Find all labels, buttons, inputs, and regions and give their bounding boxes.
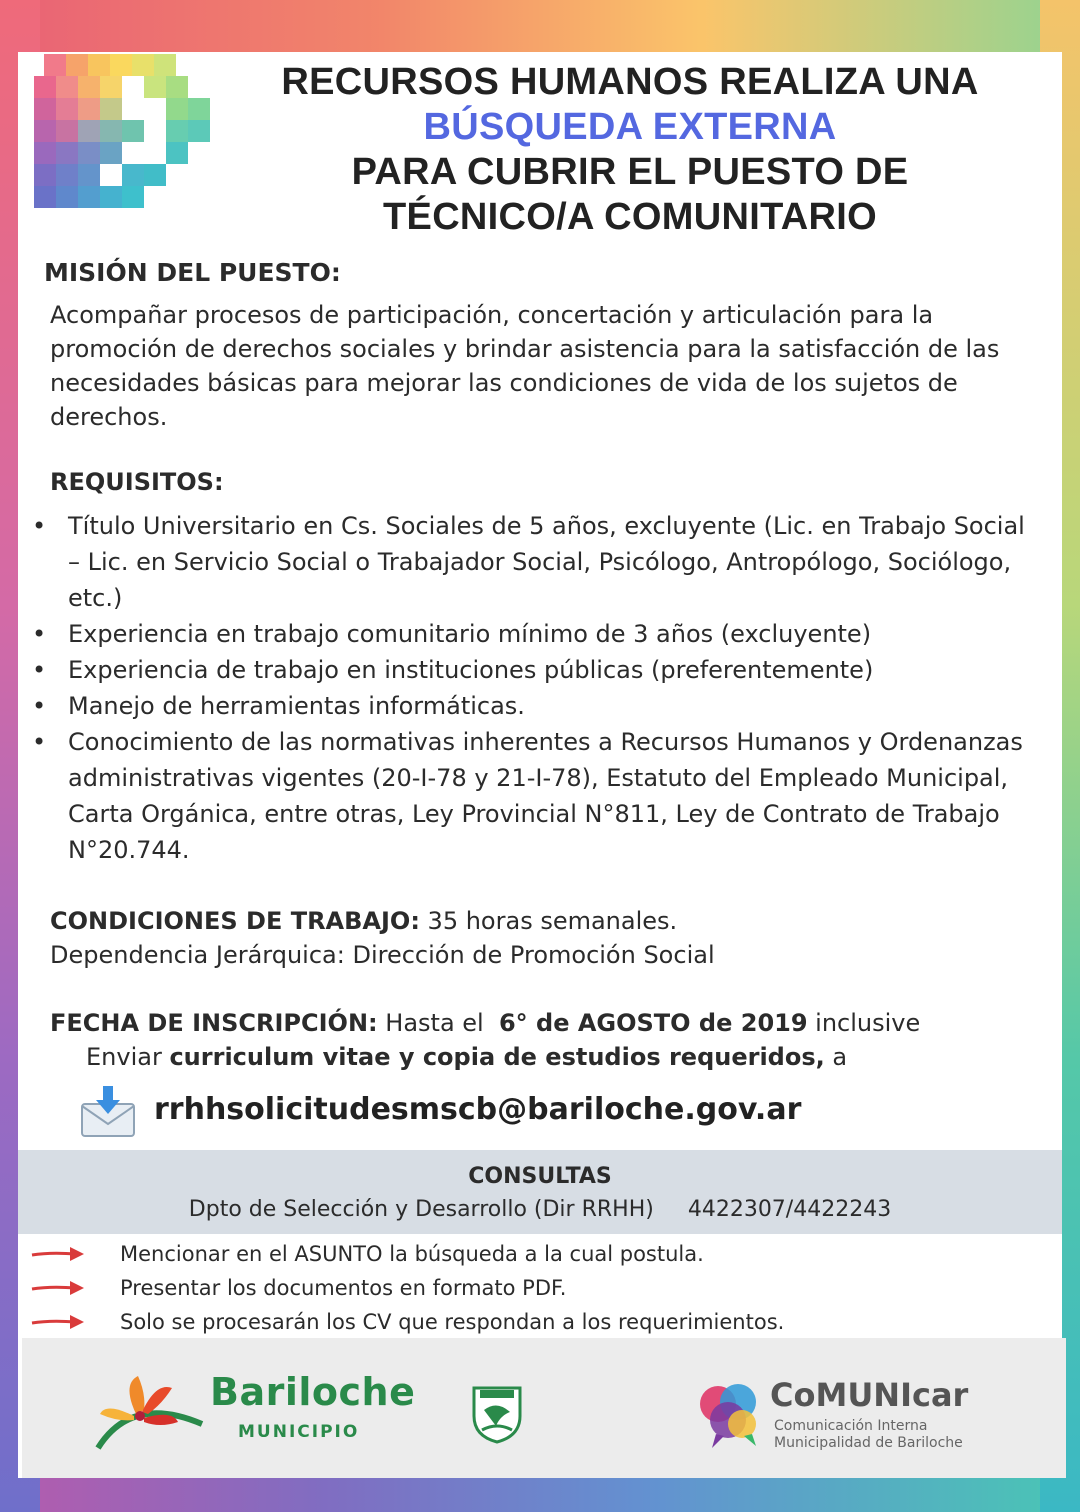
title-line-4: TÉCNICO/A COMUNITARIO	[383, 196, 877, 238]
dependencia-line: Dependencia Jerárquica: Dirección de Promoción Social	[50, 941, 715, 969]
requisito-item: • Título Universitario en Cs. Sociales de 5 años, excluyente (Lic. en Trabajo Social – Lic. en Servicio Social o Trabajador Social, Psicólogo, Antropólogo, Sociólogo, etc.)	[32, 508, 1032, 616]
consultas-details	[18, 1197, 1062, 1222]
red-arrow-icon	[30, 1278, 86, 1298]
comunicar-subtitle-2: Municipalidad de Bariloche	[774, 1435, 963, 1451]
consultas-title: CONSULTAS	[468, 1164, 612, 1189]
envelope-download-icon	[80, 1084, 136, 1138]
note-text: Solo se procesarán los CV que respondan a los requerimientos.	[120, 1310, 785, 1334]
note-text: Mencionar en el ASUNTO la búsqueda a la cual postula.	[120, 1242, 704, 1266]
mision-text: Acompañar procesos de participación, concertación y articulación para la promoción de derechos sociales y brindar asistencia para la satisfacción de las necesidades básicas para mejorar las condiciones de vida de los sujetos de derechos.	[50, 301, 1000, 431]
flower-icon	[92, 1374, 212, 1454]
requisito-item: • Experiencia de trabajo en instituciones públicas (preferentemente)	[32, 652, 1032, 688]
inscripcion-label: FECHA DE INSCRIPCIÓN:	[50, 1009, 378, 1037]
inscripcion-line	[50, 1006, 920, 1040]
title-line-2: BÚSQUEDA EXTERNA	[423, 106, 837, 148]
inscripcion-post: inclusive	[807, 1009, 921, 1037]
bariloche-wordmark: Bariloche	[210, 1370, 416, 1414]
requisito-item: • Conocimiento de las normativas inherentes a Recursos Humanos y Ordenanzas administrativas vigentes (20-I-78 y 21-I-78), Estatuto del Empleado Municipal, Carta Orgánica, entre otras, Ley Provincial N°811, Ley de Contrato de Trabajo N°20.744.	[32, 724, 1032, 868]
inscripcion-date: 6° de AGOSTO de 2019	[498, 1009, 808, 1037]
comunicar-subtitle-1: Comunicación Interna	[774, 1418, 928, 1434]
comunicar-wordmark: CoMUNIcar	[770, 1376, 969, 1414]
notes-list	[30, 1240, 1030, 1342]
municipal-shield-icon	[470, 1382, 524, 1444]
note-text: Presentar los documentos en formato PDF.	[120, 1276, 567, 1300]
footer-logos	[22, 1338, 1066, 1478]
condiciones-value: 35 horas semanales.	[419, 907, 678, 935]
requisitos-heading: REQUISITOS:	[50, 468, 224, 496]
red-arrow-icon	[30, 1312, 86, 1332]
send-bold: curriculum vitae y copia de estudios requeridos,	[169, 1043, 825, 1071]
send-pre: Enviar	[86, 1043, 170, 1071]
note-item	[30, 1308, 1030, 1342]
requisito-item: • Manejo de herramientas informáticas.	[32, 688, 1032, 724]
mision-heading: MISIÓN DEL PUESTO:	[44, 258, 341, 287]
condiciones-label: CONDICIONES DE TRABAJO:	[50, 907, 420, 935]
bariloche-subtitle: MUNICIPIO	[238, 1422, 360, 1442]
condiciones-line	[50, 904, 677, 938]
consultas-panel	[18, 1150, 1062, 1234]
note-item	[30, 1274, 1030, 1308]
title-line-3: PARA CUBRIR EL PUESTO DE	[351, 151, 909, 193]
contact-email-link[interactable]: rrhhsolicitudesmscb@bariloche.gov.ar	[154, 1092, 802, 1127]
consultas-phones: 4422307/4422243	[687, 1197, 892, 1222]
inscripcion-pre: Hasta el	[377, 1009, 499, 1037]
page-title	[200, 60, 1060, 240]
title-line-1: RECURSOS HUMANOS REALIZA UNA	[281, 61, 979, 103]
send-line	[86, 1040, 847, 1074]
email-row	[80, 1084, 980, 1144]
send-post: a	[824, 1043, 848, 1071]
consultas-dept: Dpto de Selección y Desarrollo (Dir RRHH)	[188, 1197, 654, 1222]
comunicar-subtitle	[774, 1418, 963, 1452]
requisitos-list	[32, 508, 1032, 868]
bariloche-logo	[92, 1370, 422, 1454]
comunicar-logo	[694, 1376, 994, 1456]
requisito-item: • Experiencia en trabajo comunitario mínimo de 3 años (excluyente)	[32, 616, 1032, 652]
speech-bubbles-icon	[694, 1380, 766, 1452]
red-arrow-icon	[30, 1244, 86, 1264]
pixel-mosaic-logo	[34, 54, 214, 214]
note-item	[30, 1240, 1030, 1274]
